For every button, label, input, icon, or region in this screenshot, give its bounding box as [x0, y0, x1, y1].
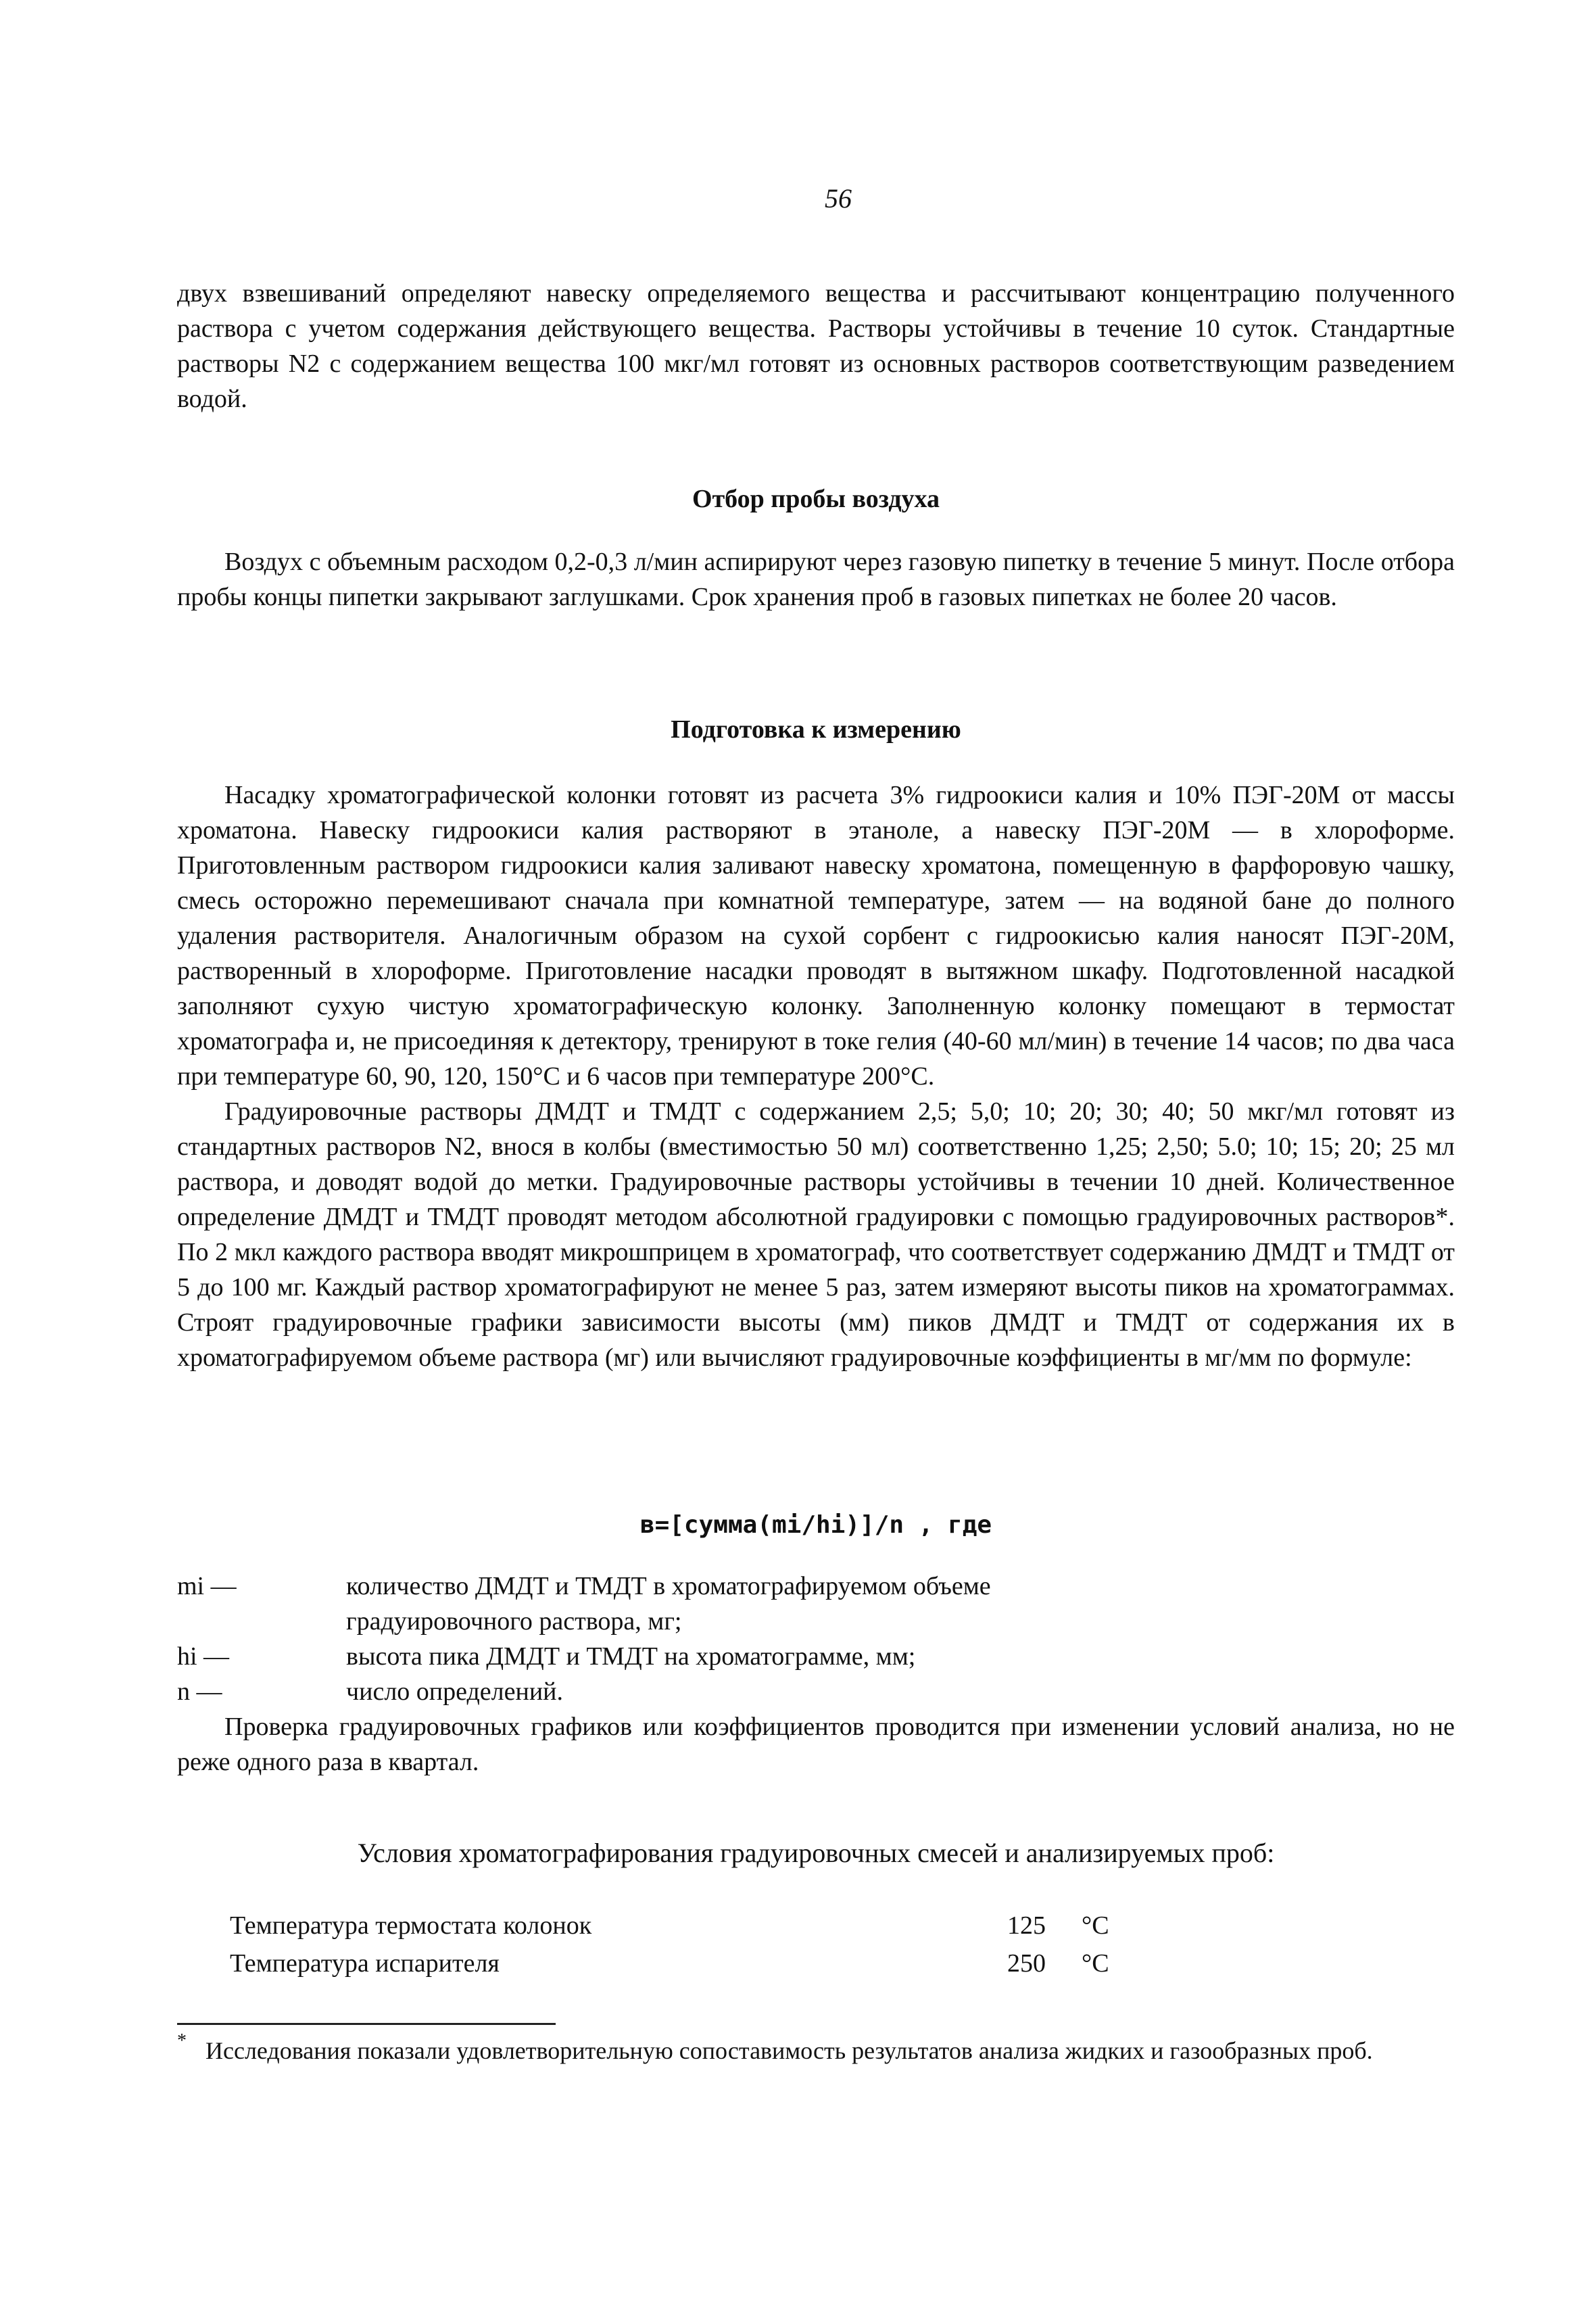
- condition-value: 125: [1007, 1911, 1046, 1940]
- air-sampling-paragraph: Воздух с объемным расходом 0,2-0,3 л/мин аспирируют через газовую пипетку в течение 5 минут. После отбора пробы концы пипетки закрывают заглушками. Срок хранения проб в газовых пипетках не более 20 часов.: [177, 548, 1455, 611]
- check-block: [177, 1709, 1455, 1780]
- legend-row: [177, 1639, 1455, 1674]
- condition-row: [230, 1944, 1244, 1982]
- calibration-formula: в=[сумма(mi/hi)]/n , где: [639, 1511, 992, 1539]
- conditions-title: Условия хроматографирования градуировочных смесей и анализируемых проб:: [357, 1838, 1275, 1868]
- condition-unit: °С: [1082, 1911, 1109, 1940]
- legend-symbol: mi —: [177, 1572, 237, 1600]
- legend-description: количество ДМДТ и ТМДТ в хроматографируемом объеме: [346, 1572, 991, 1600]
- condition-row: [230, 1907, 1244, 1944]
- section-heading-preparation: Подготовка к измерению: [671, 715, 961, 744]
- legend-row: [177, 1604, 1455, 1639]
- legend-description: число определений.: [346, 1677, 564, 1706]
- condition-label: Температура термостата колонок: [230, 1911, 592, 1940]
- legend-row: [177, 1569, 1455, 1604]
- preparation-paragraph-1: Насадку хроматографической колонки готовят из расчета 3% гидроокиси калия и 10% ПЭГ-20М от массы хроматона. Навеску гидроокиси калия растворяют в этаноле, а навеску ПЭГ-20М — в хлороформе. Приготовленным раствором гидроокиси калия заливают навеску хроматона, помещенную в фарфоровую чашку, смесь осторожно перемешивают сначала при комнатной температуре, затем — на водяной бане до полного удаления растворителя. Аналогичным образом на сухой сорбент с гидроокисью калия наносят ПЭГ-20М, растворенный в хлороформе. Приготовление насадки проводят в вытяжном шкафу. Подготовленной насадкой заполняют сухую чистую хроматографическую колонку. Заполненную колонку помещают в термостат хроматографа и, не присоединяя к детектору, тренируют в токе гелия (40-60 мл/мин) в течение 14 часов; по два часа при температуре 60, 90, 120, 150°С и 6 часов при температуре 200°С.: [177, 781, 1455, 1091]
- formula-legend: [177, 1569, 1455, 1709]
- condition-label: Температура испарителя: [230, 1949, 500, 1978]
- legend-symbol: n —: [177, 1677, 222, 1706]
- footnote-text: Исследования показали удовлетворительную сопоставимость результатов анализа жидких и газообразных проб.: [205, 2037, 1373, 2064]
- preparation-paragraph-2: Градуировочные растворы ДМДТ и ТМДТ с содержанием 2,5; 5,0; 10; 20; 30; 40; 50 мкг/мл готовят из стандартных растворов N2, внося в колбы (вместимостью 50 мл) соответственно 1,25; 2,50; 5.0; 10; 15; 20; 25 мл раствора, и доводят водой до метки. Градуировочные растворы устойчивы в течении 10 дней. Количественное определение ДМДТ и ТМДТ проводят методом абсолютной градуировки с помощью градуировочных растворов*. По 2 мкл каждого раствора вводят микрошприцем в хроматограф, что соответствует содержанию ДМДТ и ТМДТ от 5 до 100 мг. Каждый раствор хроматографируют не менее 5 раз, затем измеряют высоты пиков на хроматограммах. Строят градуировочные графики зависимости высоты (мм) пиков ДМДТ и ТМДТ от содержания их в хроматографируемом объеме раствора (мг) или вычисляют градуировочные коэффициенты в мг/мм по формуле:: [177, 1097, 1455, 1372]
- conditions-table: [230, 1907, 1244, 1982]
- footnote-separator: [177, 2023, 556, 2025]
- footnote-mark: *: [177, 2030, 187, 2051]
- legend-row: [177, 1674, 1455, 1709]
- preparation-block: [177, 778, 1455, 1375]
- intro-paragraph: двух взвешиваний определяют навеску определяемого вещества и рассчитывают концентрацию полученного раствора с учетом содержания действующего вещества. Растворы устойчивы в течение 10 суток. Стандартные растворы N2 с содержанием вещества 100 мкг/мл готовят из основных растворов соответствующим разведением водой.: [177, 279, 1455, 413]
- check-paragraph: Проверка градуировочных графиков или коэффициентов проводится при изменении условий анализа, но не реже одного раза в квартал.: [177, 1713, 1455, 1776]
- legend-description: высота пика ДМДТ и ТМДТ на хроматограмме, мм;: [346, 1642, 916, 1671]
- air-sampling-block: [177, 544, 1455, 615]
- legend-symbol: hi —: [177, 1642, 230, 1671]
- section-heading-air-sampling: Отбор пробы воздуха: [692, 485, 940, 513]
- page-number: 56: [825, 183, 852, 214]
- intro-paragraph-block: [177, 276, 1455, 416]
- footnote: [177, 2030, 1455, 2068]
- condition-value: 250: [1007, 1949, 1046, 1978]
- condition-unit: °С: [1082, 1949, 1109, 1978]
- legend-description: градуировочного раствора, мг;: [346, 1607, 682, 1636]
